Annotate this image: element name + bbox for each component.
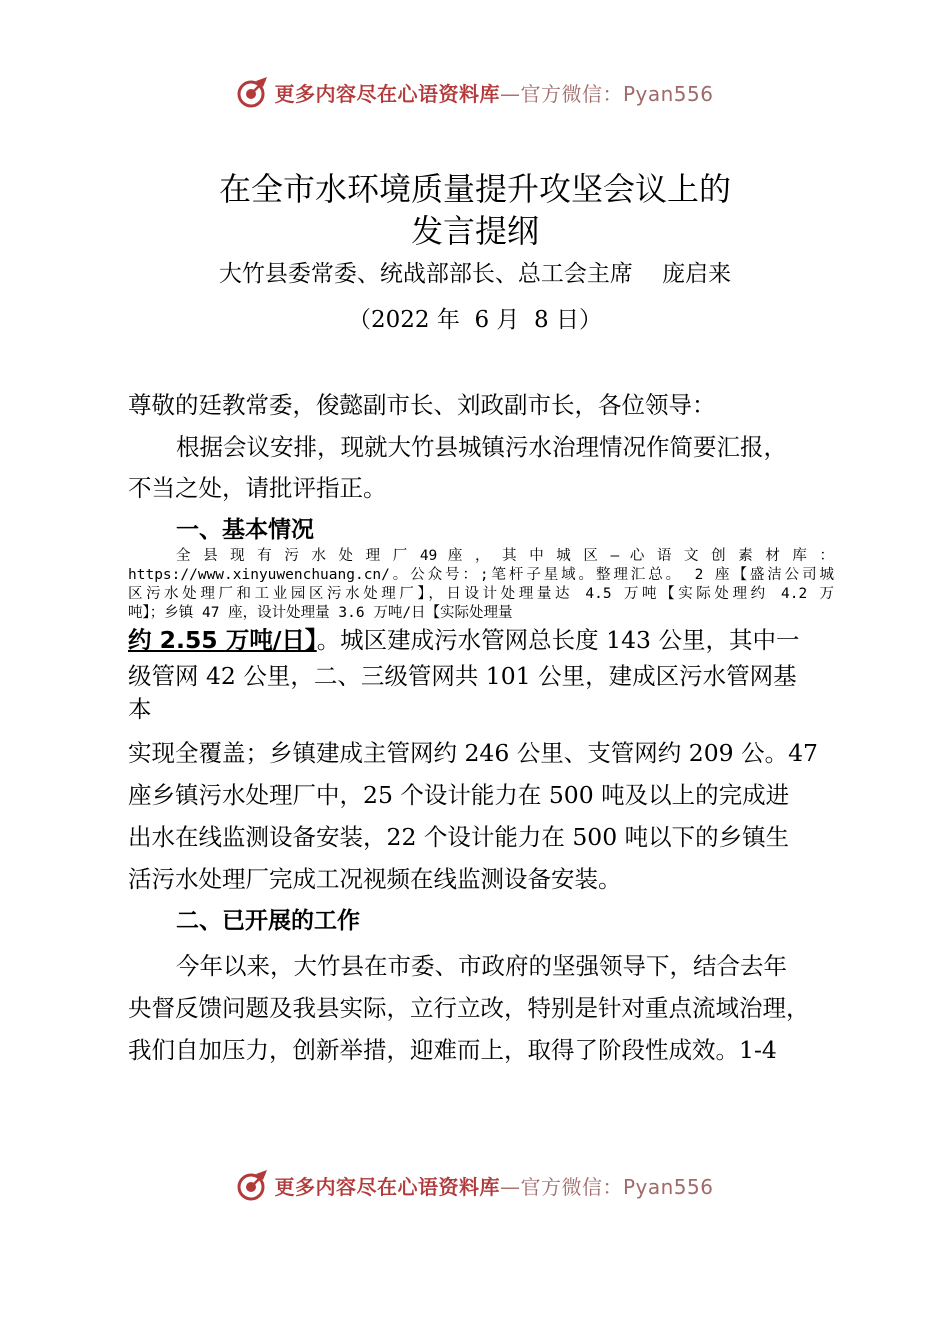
body-line: 级管网 42 公里，二、三级管网共 101 公里，建成区污水管网基 — [128, 662, 797, 690]
body-line: 央督反馈问题及我县实际，立行立改，特别是针对重点流域治理， — [128, 994, 810, 1022]
intro-line: 不当之处，请批评指正。 — [128, 474, 387, 502]
body-line: 今年以来，大竹县在市委、市政府的坚强领导下，结合去年 — [176, 952, 787, 980]
embedded-small-text: https://www.xinyuwenchuang.cn/。公众号：;笔杆子星域。整理汇总。 2 座【盛洁公司城 — [128, 567, 834, 583]
document-title-line1: 在全市水环境质量提升攻坚会议上的 — [218, 170, 731, 208]
embedded-small-text: 全 县 现 有 污 水 处 理 厂 49 座 ， 其 中 城 区 — 心 语 文 创 素 材 库 ： — [176, 548, 834, 564]
bold-underlined-text: 约 2.55 万吨/日】 — [128, 626, 317, 654]
banner-text: 更多内容尽在心语资料库—官方微信：Pyan556 — [274, 1174, 714, 1199]
section-heading-2: 二、已开展的工作 — [176, 908, 360, 934]
logo-icon — [236, 1168, 270, 1202]
document-author: 大竹县委常委、统战部部长、总工会主席 庞启来 — [218, 261, 732, 287]
body-line: 实现全覆盖；乡镇建成主管网约 246 公里、支管网约 209 公。47 — [128, 739, 818, 767]
salutation: 尊敬的廷教常委，俊懿副市长、刘政副市长，各位领导： — [128, 391, 716, 419]
footer-banner — [0, 1165, 950, 1205]
intro-line: 根据会议安排，现就大竹县城镇污水治理情况作简要汇报， — [176, 433, 787, 461]
body-line: 本 — [128, 695, 152, 723]
embedded-small-text: 吨】；乡镇 47 座，设计处理量 3.6 万吨/日【实际处理量 — [128, 605, 513, 621]
document-date: （2022 年 6 月 8 日） — [348, 307, 602, 333]
body-line: 出水在线监测设备安装，22 个设计能力在 500 吨以下的乡镇生 — [128, 823, 790, 851]
document-title-line2: 发言提纲 — [410, 212, 539, 250]
header-banner — [0, 72, 950, 112]
body-line: 约 2.55 万吨/日】。城区建成污水管网总长度 143 公里，其中一 — [128, 626, 800, 654]
banner-text: 更多内容尽在心语资料库—官方微信：Pyan556 — [274, 81, 714, 106]
body-line: 我们自加压力，创新举措，迎难而上，取得了阶段性成效。1-4 — [128, 1036, 777, 1064]
body-line: 活污水处理厂完成工况视频在线监测设备安装。 — [128, 865, 622, 893]
body-line: 座乡镇污水处理厂中，25 个设计能力在 500 吨及以上的完成进 — [128, 781, 790, 809]
logo-icon — [236, 75, 270, 109]
section-heading-1: 一、基本情况 — [176, 517, 314, 543]
embedded-small-text: 区污水处理厂和工业园区污水处理厂】，日设计处理量达 4.5 万吨【实际处理约 4.2 万 — [128, 586, 834, 602]
